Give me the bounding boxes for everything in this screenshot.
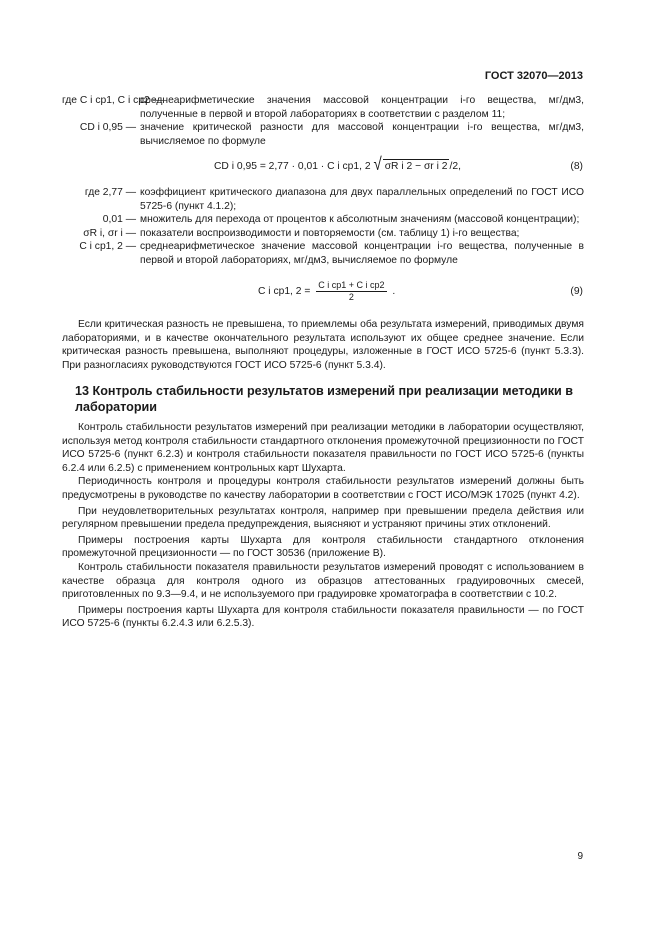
- body-paragraph: Примеры построения карты Шухарта для контроля стабильности стандартного отклонения промежуточной прецизионности — по ГОСТ 30536 (приложение В).: [62, 534, 584, 560]
- definition-term: 0,01 —: [102, 214, 136, 226]
- definitions-block-2: [62, 186, 584, 268]
- definition-description: показатели воспроизводимости и повторяемости (см. таблицу 1) i-го вещества;: [140, 227, 520, 239]
- definition-term: C i ср1, 2 —: [79, 241, 136, 253]
- body-paragraph: Если критическая разность не превышена, то приемлемы оба результата измерений, приводимых двумя лабораториями, и в качестве окончательного результата используют их общее среднее значение. Если критическая разность превышена, выполняют процедуры, изложенные в ГОСТ ИСО 5725-6 (пункт 5.3.3). При разногласиях руководствуются ГОСТ ИСО 5725-6 (пункт 5.3.4).: [62, 319, 584, 371]
- formula-9-fraction: [316, 280, 386, 303]
- formula-9: [258, 280, 395, 303]
- definition-term: где C i ср1, C i ср2 —: [62, 95, 163, 106]
- body-paragraph: Периодичность контроля и процедуры контроля стабильности результатов измерений должны быть предусмотрены в руководстве по качеству лаборатории в соответствии с ГОСТ ИСО/МЭК 17025 (пункт 4.2).: [62, 476, 584, 501]
- definition-row: [62, 227, 584, 241]
- definition-description: значение критической разности для массовой концентрации i-го вещества, мг/дм3, вычисляемое по формуле: [140, 122, 584, 147]
- formula-8-radicand: σR i 2 − σr i 2: [384, 161, 448, 172]
- body-paragraph: Контроль стабильности результатов измерений при реализации методики в лаборатории осуществляют, используя метод контроля стабильности стандартного отклонения промежуточной прецизионности по ГОСТ ИСО 5725-6 (пункт 6.2.3) и контроля стабильности показателя правильности по ГОСТ ИСО 5725-6 (пункты 6.2.4 или 6.2.5) с применением контрольных карт Шухарта.: [62, 422, 584, 474]
- definition-row: [62, 240, 584, 267]
- formula-9-lhs: C i ср1, 2 =: [258, 286, 311, 298]
- definition-row: [62, 121, 584, 148]
- definition-description: коэффициент критического диапазона для двух параллельных определений по ГОСТ ИСО 5725-6 (пункт 4.1.2);: [140, 187, 584, 212]
- square-root-icon: √: [373, 154, 382, 175]
- standard-header: ГОСТ 32070—2013: [484, 70, 583, 82]
- formula-9-tail: .: [392, 286, 396, 298]
- body-paragraph: Примеры построения карты Шухарта для контроля стабильности показателя правильности — по ГОСТ ИСО 5725-6 (пункты 6.2.4.3 или 6.2.5.3).: [62, 604, 584, 630]
- definition-row: [62, 94, 584, 121]
- definition-row: [62, 186, 584, 213]
- formula-8: [214, 154, 461, 175]
- formula-8-tail: /2,: [449, 161, 461, 172]
- body-paragraph: При неудовлетворительных результатах контроля, например при превышении предела действия или регулярном превышении предела предупреждения, выясняют и устраняют причины этих отклонений.: [62, 505, 584, 531]
- body-paragraph: Контроль стабильности показателя правильности результатов измерений проводят с использованием в качестве образца для контроля одного из образцов аттестованных градуировочных смесей, приготовленных по 9.3—9.4, и не используемого при градуировке хроматографа в соответствии с 10.2.: [62, 561, 584, 601]
- equation-number-8: (8): [570, 161, 583, 172]
- definition-description: множитель для перехода от процентов к абсолютным значениям (массовой концентрации);: [140, 214, 580, 226]
- formula-9-numerator: C i ср1 + C i ср2: [318, 280, 385, 290]
- section-13-body: [62, 421, 584, 631]
- definition-term: где 2,77 —: [84, 187, 136, 198]
- section-13-heading: 13 Контроль стабильности результатов измерений при реализации методики в лаборатории: [75, 384, 573, 414]
- definition-row: [62, 213, 584, 227]
- formula-8-rhs: = 2,77 · 0,01 · C i ср1, 2: [259, 161, 371, 172]
- definition-term: σR i, σr i —: [83, 227, 136, 239]
- formula-8-lhs: CD i 0,95: [214, 161, 257, 172]
- definitions-block-1: [62, 94, 584, 148]
- definition-description: среднеарифметическое значение массовой концентрации i-го вещества, полученные в первой и второй лабораториях, мг/дм3, вычисляемое по формуле: [140, 241, 584, 266]
- definition-description: среднеарифметические значения массовой концентрации i-го вещества, мг/дм3, полученные в первой и второй лабораториях в соответствии с разделом 11;: [140, 95, 584, 120]
- formula-9-denominator: 2: [348, 292, 354, 302]
- equation-number-9: (9): [570, 286, 583, 297]
- definition-term: CD i 0,95 —: [79, 122, 136, 134]
- page-number: 9: [577, 851, 583, 862]
